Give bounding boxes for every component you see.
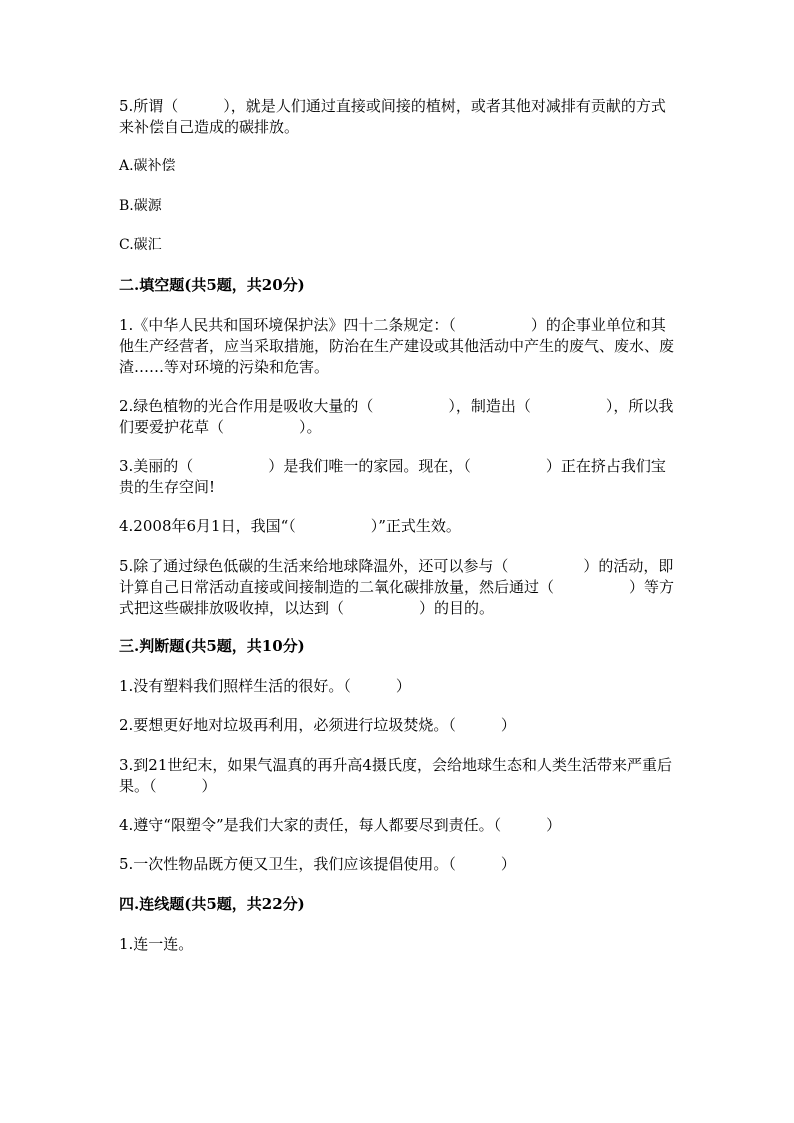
match-question-1: 1.连一连。 xyxy=(119,935,194,953)
fill-question-3: 3.美丽的（ ）是我们唯一的家园。现在，（ ）正在挤占我们宝贵的生存空间! xyxy=(119,457,666,496)
section-4-title: 四.连线题(共5题，共22分) xyxy=(119,895,305,913)
section-3-title: 三.判断题(共5题，共10分) xyxy=(119,637,305,655)
fill-question-4: 4.2008年6月1日，我国“（ ）”正式生效。 xyxy=(119,517,461,535)
option-c: C.碳汇 xyxy=(119,237,162,253)
judge-question-4: 4.遵守“限塑令”是我们大家的责任，每人都要尽到责任。（ ） xyxy=(119,816,562,834)
fill-question-5: 5.除了通过绿色低碳的生活来给地球降温外，还可以参与（ ）的活动，即计算自己日常活动直接或间接制造的二氧化碳排放量，然后通过（ ）等方式把这些碳排放吸收掉，以达到（ ）的目的。 xyxy=(119,557,675,617)
option-a: A.碳补偿 xyxy=(119,158,176,174)
fill-question-1: 1.《中华人民共和国环境保护法》四十二条规定：（ ）的企事业单位和其他生产经营者，应当采取措施，防治在生产建设或其他活动中产生的废气、废水、废渣……等对环境的污染和危害。 xyxy=(119,316,675,376)
fill-question-2: 2.绿色植物的光合作用是吸收大量的（ ），制造出（ ），所以我们要爱护花草（ ）。 xyxy=(119,397,674,436)
judge-question-5: 5.一次性物品既方便又卫生，我们应该提倡使用。（ ） xyxy=(119,855,516,873)
judge-question-3: 3.到21世纪末，如果气温真的再升高4摄氏度，会给地球生态和人类生活带来严重后果。（ ） xyxy=(119,756,672,795)
question-5-stem: 5.所谓（ ），就是人们通过直接或间接的植树，或者其他对减排有贡献的方式来补偿自己造成的碳排放。 xyxy=(119,97,666,136)
judge-question-1: 1.没有塑料我们照样生活的很好。（ ） xyxy=(119,677,411,695)
section-2-title: 二.填空题(共5题，共20分) xyxy=(119,276,305,294)
judge-question-2: 2.要想更好地对垃圾再利用，必须进行垃圾焚烧。（ ） xyxy=(119,716,516,734)
option-b: B.碳源 xyxy=(119,198,162,214)
